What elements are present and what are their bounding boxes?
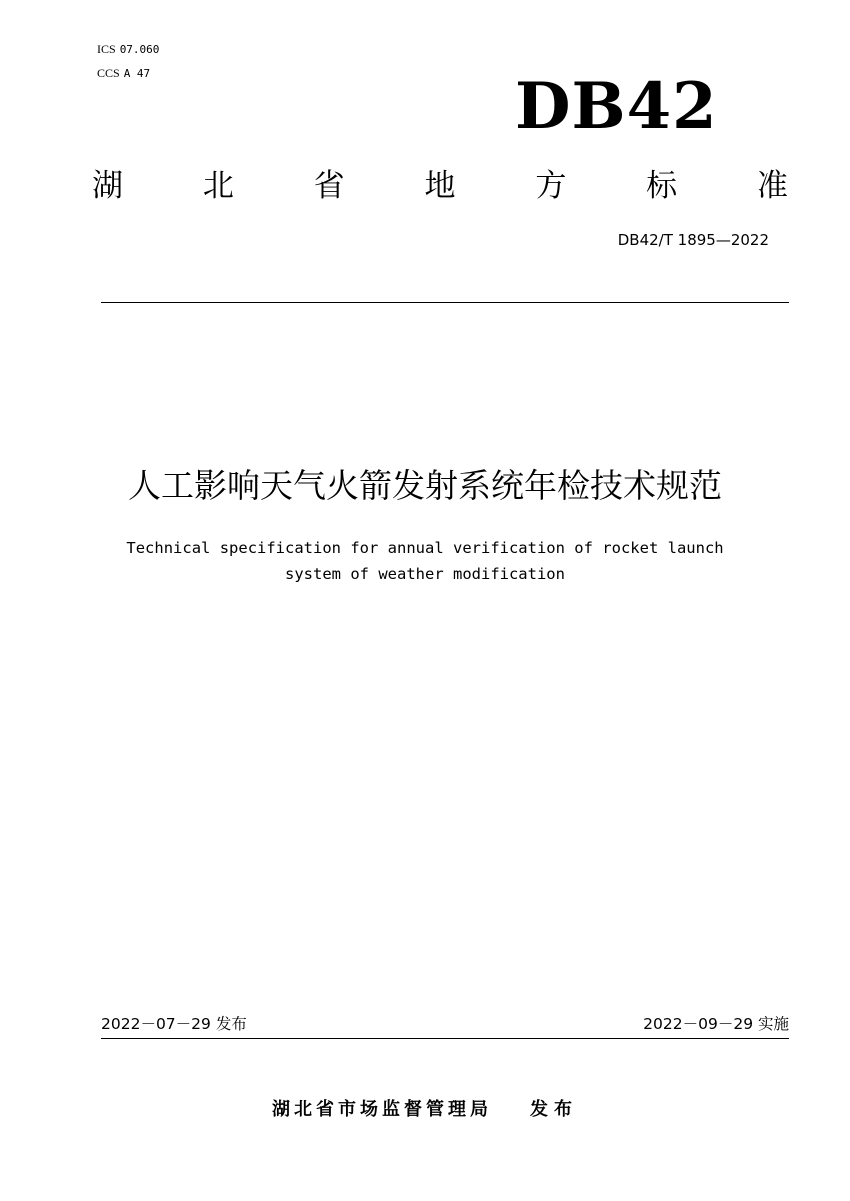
ics-classification	[97, 42, 159, 57]
ics-label: ICS	[97, 42, 116, 56]
standard-type-heading	[92, 162, 788, 210]
standard-type-char: 北	[202, 168, 234, 204]
title-chinese: 人工影响天气火箭发射系统年检技术规范	[128, 466, 722, 505]
footer-divider	[101, 1038, 789, 1039]
db42-logo: DB42	[515, 69, 718, 144]
title-english-line-1: Technical specification for annual verification of rocket launch	[126, 539, 724, 557]
issuer-action: 发布	[530, 1099, 578, 1120]
header-divider	[101, 302, 789, 303]
standard-type-char: 省	[313, 168, 345, 204]
ics-code: 07.060	[119, 43, 160, 56]
issue-date: 2022－07－29 发布	[101, 1015, 247, 1033]
ccs-code: A 47	[123, 67, 151, 80]
ccs-label: CCS	[97, 66, 120, 80]
ccs-classification	[97, 66, 150, 81]
title-english-line-2: system of weather modification	[285, 565, 565, 583]
standard-type-char: 地	[424, 168, 456, 204]
standard-type-char: 湖	[92, 168, 123, 204]
standard-type-char: 标	[646, 168, 678, 204]
standard-number: DB42/T 1895—2022	[617, 231, 769, 249]
standard-type-char: 方	[535, 168, 567, 204]
standard-type-char: 准	[756, 168, 788, 204]
implementation-date: 2022－09－29 实施	[643, 1015, 789, 1033]
issuing-authority	[0, 1096, 850, 1124]
issuer-name: 湖北省市场监督管理局	[272, 1099, 492, 1120]
